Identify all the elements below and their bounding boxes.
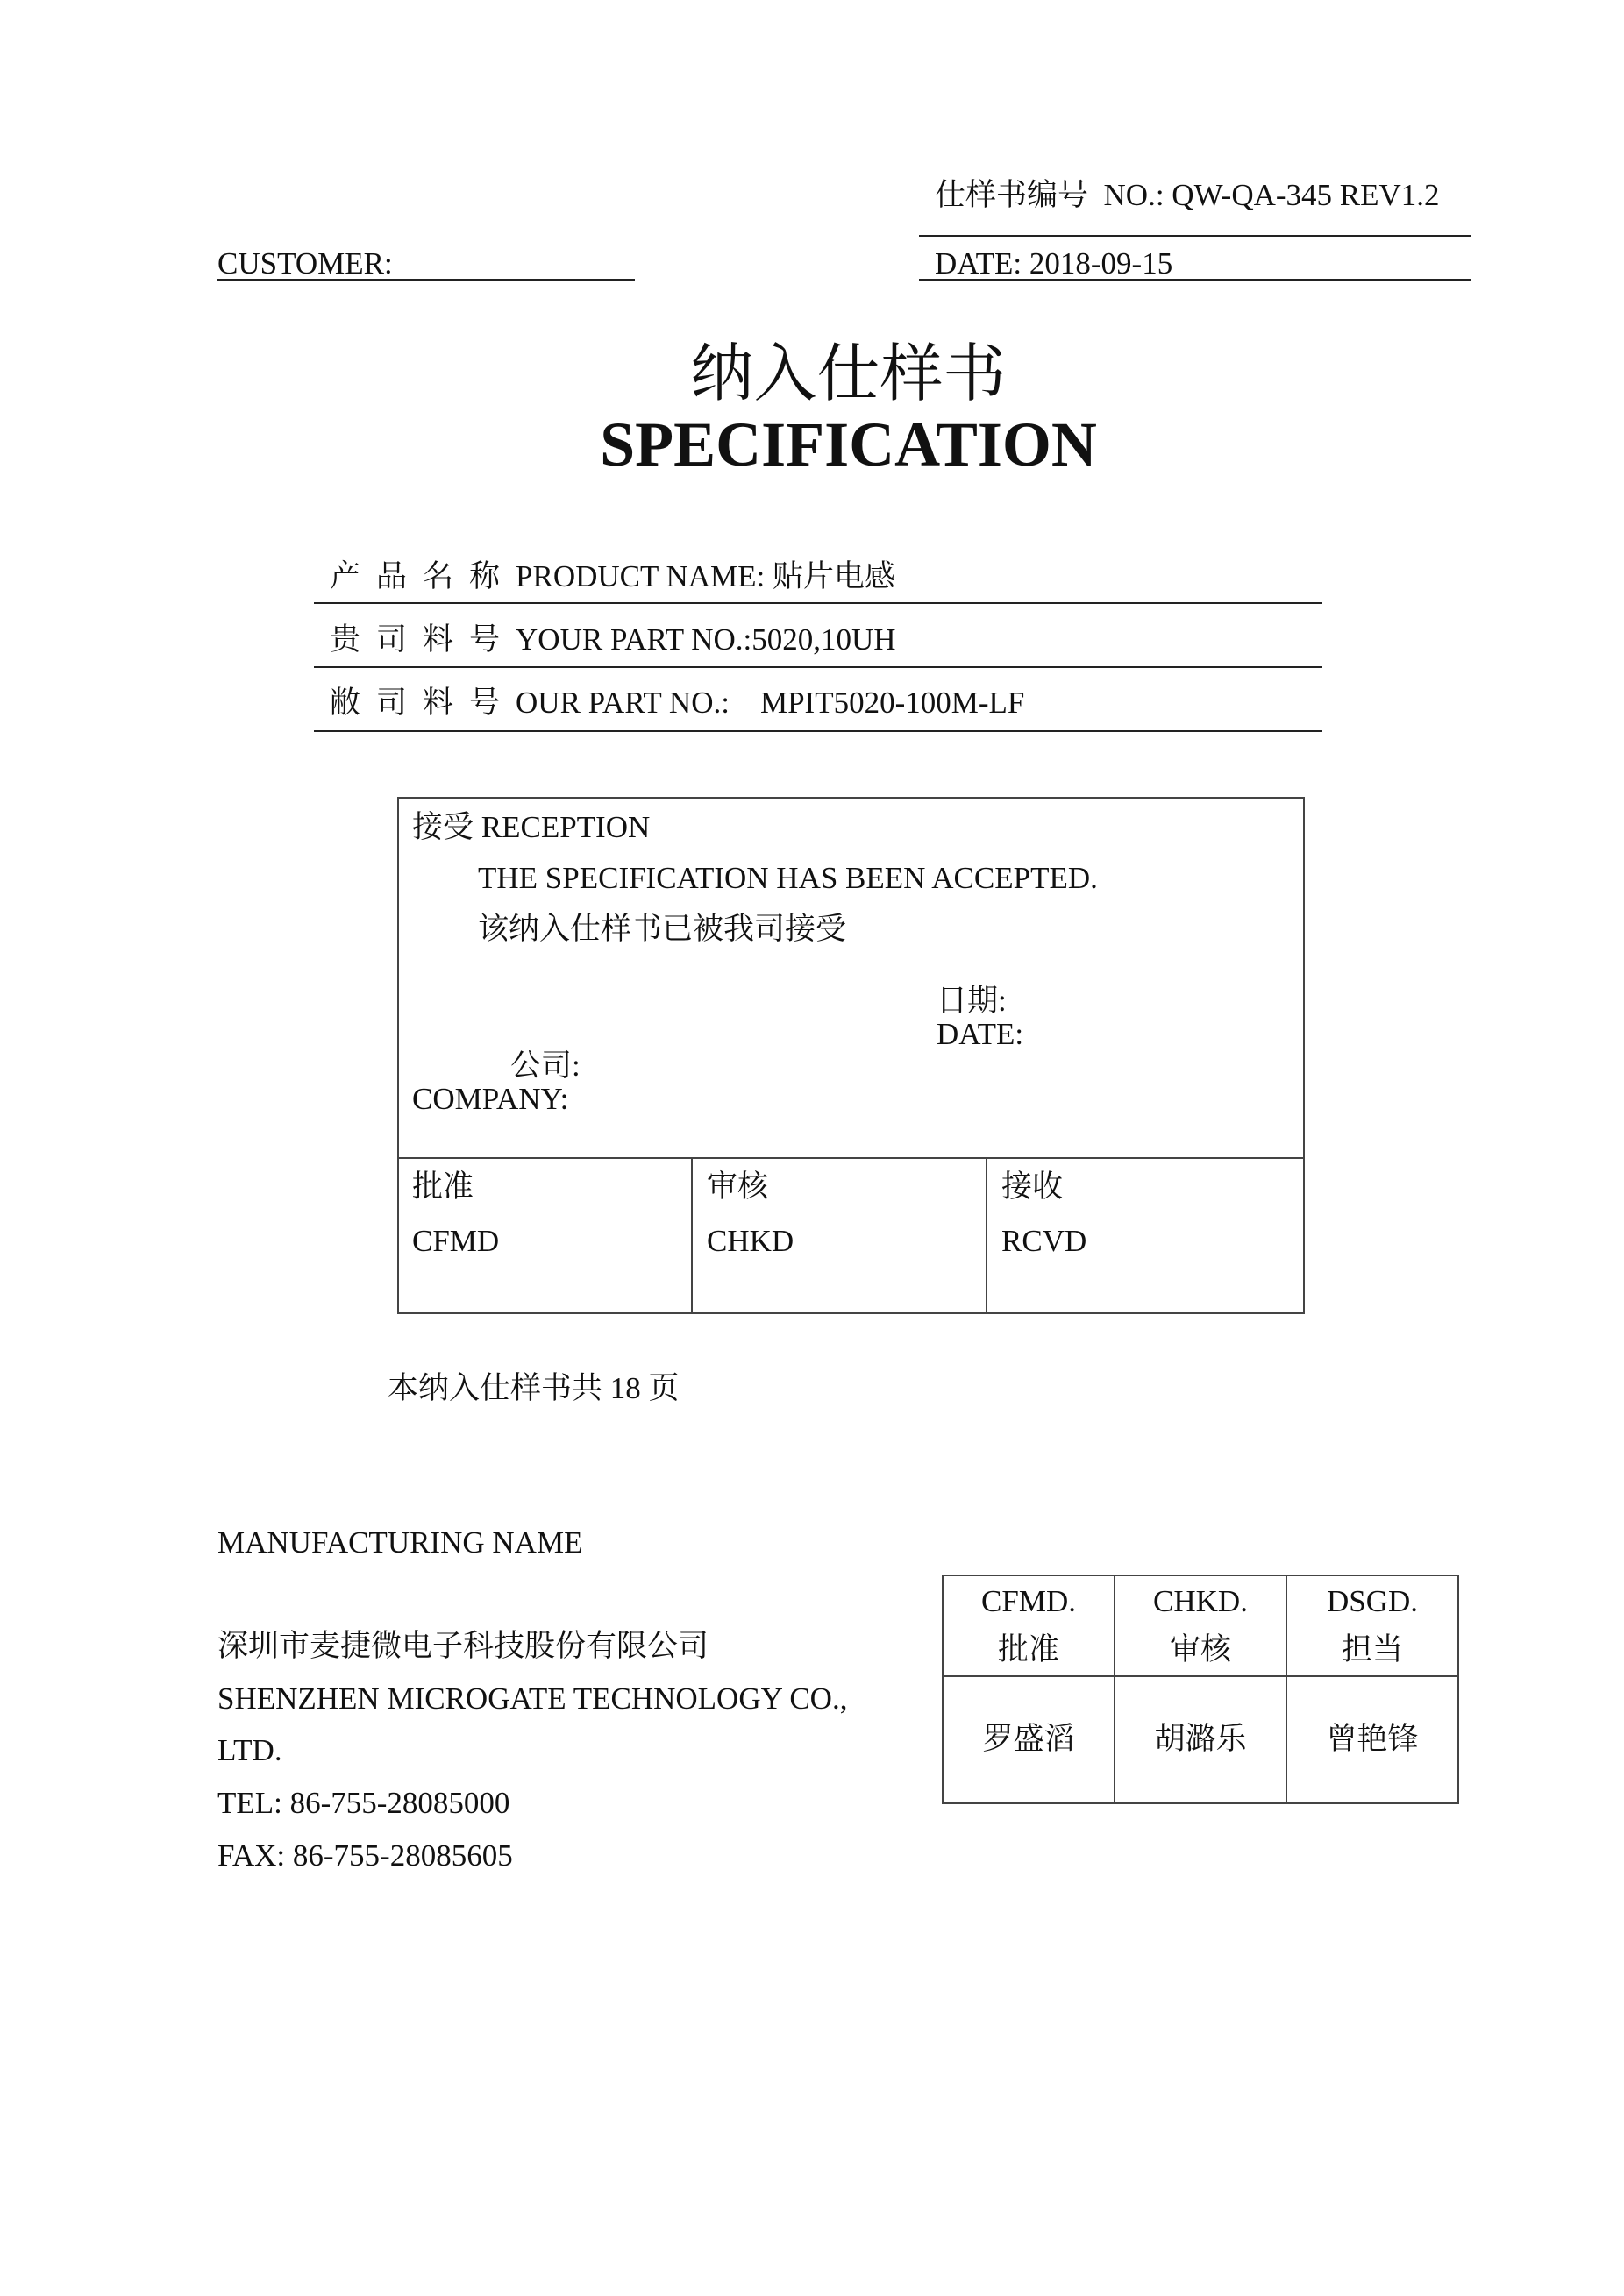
product-name-rule [314,602,1322,604]
signoff-header-cell [943,1575,1115,1676]
signoff-name-cell: 胡潞乐 [1115,1676,1286,1803]
product-name-label: 产品名称 [330,559,516,594]
reception-rcvd-cn: 接收 [1001,1169,1064,1204]
title-chinese: 纳入仕样书 [690,339,1007,409]
customer-label: CUSTOMER: [217,246,393,281]
document-number-value: NO.: QW-QA-345 REV1.2 [1103,178,1440,212]
signoff-header-cn: 担当 [1341,1631,1403,1667]
document-number-label: 仕样书编号 [935,178,1089,212]
reception-company-en: COMPANY: [412,1082,569,1116]
document-number [935,178,1440,213]
our-part-label: 敝司料号 [330,686,516,720]
reception-cfmd-en: CFMD [412,1224,500,1258]
our-part-rule [314,730,1322,732]
reception-column-divider [691,1158,693,1313]
our-part-value: MPIT5020-100M-LF [759,686,1025,720]
manufacturer-tel: TEL: 86-755-28085000 [217,1786,510,1820]
signoff-header-cell [1115,1575,1286,1676]
signoff-header-cn: 审核 [1169,1631,1231,1667]
signoff-header-row [943,1575,1458,1676]
signoff-header-en: CHKD. [1153,1584,1248,1619]
document-number-underline [919,235,1471,237]
issue-date-underline [919,279,1471,281]
your-part-text: YOUR PART NO.:5020,10UH [516,622,896,657]
signoff-name-cell: 罗盛滔 [943,1676,1115,1803]
reception-heading: 接受 RECEPTION [412,810,651,844]
reception-column-divider [986,1158,987,1313]
issue-date: DATE: 2018-09-15 [935,246,1173,281]
manufacturer-name-en-cont: LTD. [217,1733,282,1767]
your-part-row [330,615,896,659]
signoff-name-row [943,1676,1458,1803]
reception-date-en: DATE: [937,1017,1024,1051]
your-part-rule [314,666,1322,668]
signoff-header-cell [1286,1575,1458,1676]
signoff-table [942,1575,1459,1804]
reception-cfmd-cn: 批准 [412,1169,474,1204]
customer-underline [217,279,635,281]
product-name-row [330,552,895,596]
manufacturer-fax: FAX: 86-755-28085605 [217,1838,513,1873]
our-part-text: OUR PART NO.: [516,686,730,720]
reception-date-cn: 日期: [937,984,1007,1018]
product-name-text: PRODUCT NAME: 贴片电感 [516,559,896,594]
reception-chkd-en: CHKD [707,1224,794,1258]
signoff-header-en: DSGD. [1326,1584,1419,1619]
reception-accepted-cn: 该纳入仕样书已被我司接受 [478,912,847,946]
reception-company-cn: 公司: [510,1048,581,1083]
reception-chkd-cn: 审核 [707,1169,769,1204]
title-english: SPECIFICATION [600,409,1097,480]
reception-rcvd-en: RCVD [1001,1224,1087,1258]
signoff-header-cn: 批准 [997,1631,1059,1667]
manufacturing-heading: MANUFACTURING NAME [217,1525,583,1560]
manufacturer-name-en: SHENZHEN MICROGATE TECHNOLOGY CO., [217,1681,848,1716]
reception-accepted-en: THE SPECIFICATION HAS BEEN ACCEPTED. [478,861,1098,895]
our-part-row [330,679,1024,722]
page-count: 本纳入仕样书共 18 页 [388,1371,680,1405]
manufacturer-name-cn: 深圳市麦捷微电子科技股份有限公司 [217,1629,709,1663]
your-part-label: 贵司料号 [330,622,516,657]
signoff-header-en: CFMD. [981,1584,1076,1619]
signoff-name-cell: 曾艳锋 [1286,1676,1458,1803]
reception-divider [397,1157,1305,1159]
